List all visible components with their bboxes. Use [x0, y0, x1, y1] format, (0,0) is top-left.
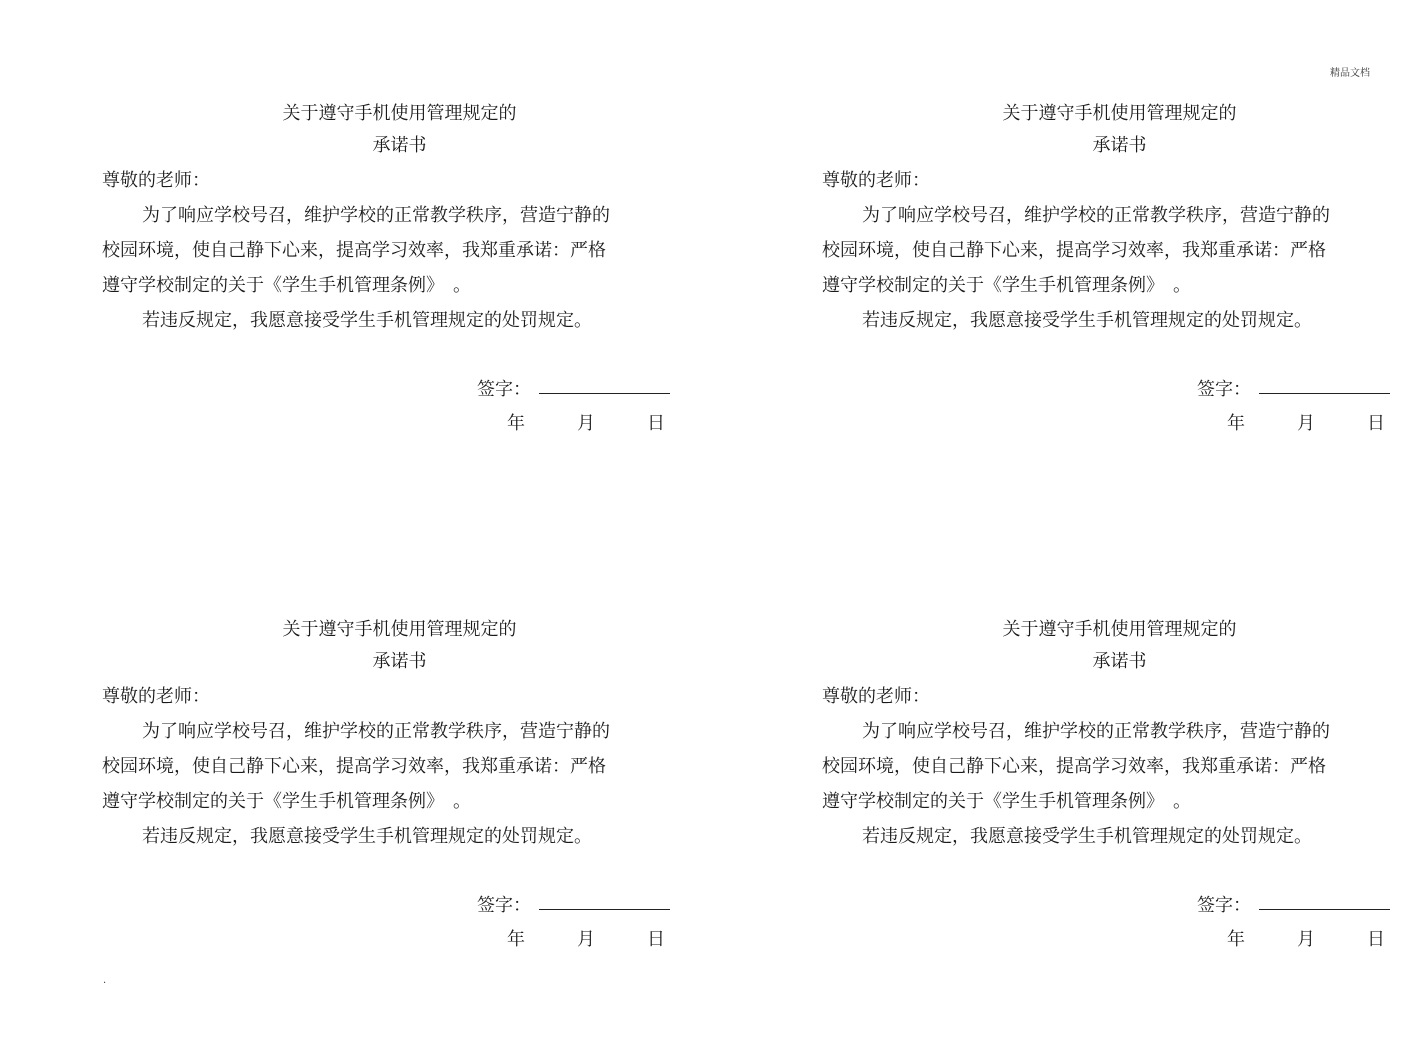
signature-label: 签字： — [1197, 895, 1251, 916]
letter-title: 关于遵守手机使用管理规定的 — [1002, 103, 1237, 124]
date-year-label: 年 — [507, 929, 525, 950]
letter-title: 关于遵守手机使用管理规定的 — [282, 103, 517, 124]
signature-label: 签字： — [477, 379, 531, 400]
date-row — [507, 406, 665, 441]
letter-title: 关于遵守手机使用管理规定的 — [1002, 619, 1237, 640]
date-day-label: 日 — [1367, 413, 1385, 434]
commitment-paragraph — [102, 198, 642, 303]
commitment-paragraph — [822, 714, 1362, 819]
watermark-text: 精品文档 — [1330, 68, 1370, 79]
penalty-paragraph: 若违反规定，我愿意接受学生手机管理规定的处罚规定。 — [862, 310, 1312, 331]
paragraph-line: 为了响应学校号召，维护学校的正常教学秩序，营造宁静的 — [142, 721, 610, 742]
penalty-paragraph: 若违反规定，我愿意接受学生手机管理规定的处罚规定。 — [862, 826, 1312, 847]
commitment-letter — [102, 516, 702, 950]
signature-line[interactable] — [1259, 909, 1390, 910]
date-year-label: 年 — [1227, 929, 1245, 950]
letter-title: 关于遵守手机使用管理规定的 — [282, 619, 517, 640]
paragraph-line: 校园环境，使自己静下心来，提高学习效率，我郑重承诺：严格 — [102, 756, 606, 777]
paragraph-line: 为了响应学校号召，维护学校的正常教学秩序，营造宁静的 — [142, 205, 610, 226]
paragraph-line: 校园环境，使自己静下心来，提高学习效率，我郑重承诺：严格 — [822, 240, 1326, 261]
paragraph-line: 为了响应学校号召，维护学校的正常教学秩序，营造宁静的 — [862, 721, 1330, 742]
penalty-paragraph: 若违反规定，我愿意接受学生手机管理规定的处罚规定。 — [142, 310, 592, 331]
signature-label: 签字： — [477, 895, 531, 916]
date-day-label: 日 — [647, 413, 665, 434]
date-year-label: 年 — [1227, 413, 1245, 434]
date-row — [507, 922, 665, 957]
signature-line[interactable] — [539, 393, 670, 394]
salutation: 尊敬的老师： — [822, 686, 930, 707]
signature-label: 签字： — [1197, 379, 1251, 400]
salutation: 尊敬的老师： — [822, 170, 930, 191]
paragraph-line: 校园环境，使自己静下心来，提高学习效率，我郑重承诺：严格 — [822, 756, 1326, 777]
paragraph-line: 校园环境，使自己静下心来，提高学习效率，我郑重承诺：严格 — [102, 240, 606, 261]
paragraph-line: 遵守学校制定的关于《学生手机管理条例》 。 — [822, 791, 1191, 812]
date-month-label: 月 — [577, 413, 595, 434]
signature-line[interactable] — [539, 909, 670, 910]
commitment-paragraph — [822, 198, 1362, 303]
letter-subtitle: 承诺书 — [372, 135, 427, 156]
signature-line[interactable] — [1259, 393, 1390, 394]
commitment-letter — [822, 516, 1422, 950]
date-month-label: 月 — [577, 929, 595, 950]
commitment-letter — [822, 0, 1422, 434]
salutation: 尊敬的老师： — [102, 686, 210, 707]
stray-dot: . — [103, 975, 107, 986]
paragraph-line: 为了响应学校号召，维护学校的正常教学秩序，营造宁静的 — [862, 205, 1330, 226]
letter-subtitle: 承诺书 — [1092, 135, 1147, 156]
commitment-paragraph — [102, 714, 642, 819]
letter-subtitle: 承诺书 — [372, 651, 427, 672]
date-month-label: 月 — [1297, 413, 1315, 434]
salutation: 尊敬的老师： — [102, 170, 210, 191]
date-month-label: 月 — [1297, 929, 1315, 950]
penalty-paragraph: 若违反规定，我愿意接受学生手机管理规定的处罚规定。 — [142, 826, 592, 847]
date-row — [1227, 922, 1385, 957]
date-year-label: 年 — [507, 413, 525, 434]
commitment-letter — [102, 0, 702, 434]
date-day-label: 日 — [647, 929, 665, 950]
paragraph-line: 遵守学校制定的关于《学生手机管理条例》 。 — [102, 275, 471, 296]
letter-subtitle: 承诺书 — [1092, 651, 1147, 672]
date-day-label: 日 — [1367, 929, 1385, 950]
paragraph-line: 遵守学校制定的关于《学生手机管理条例》 。 — [822, 275, 1191, 296]
date-row — [1227, 406, 1385, 441]
paragraph-line: 遵守学校制定的关于《学生手机管理条例》 。 — [102, 791, 471, 812]
